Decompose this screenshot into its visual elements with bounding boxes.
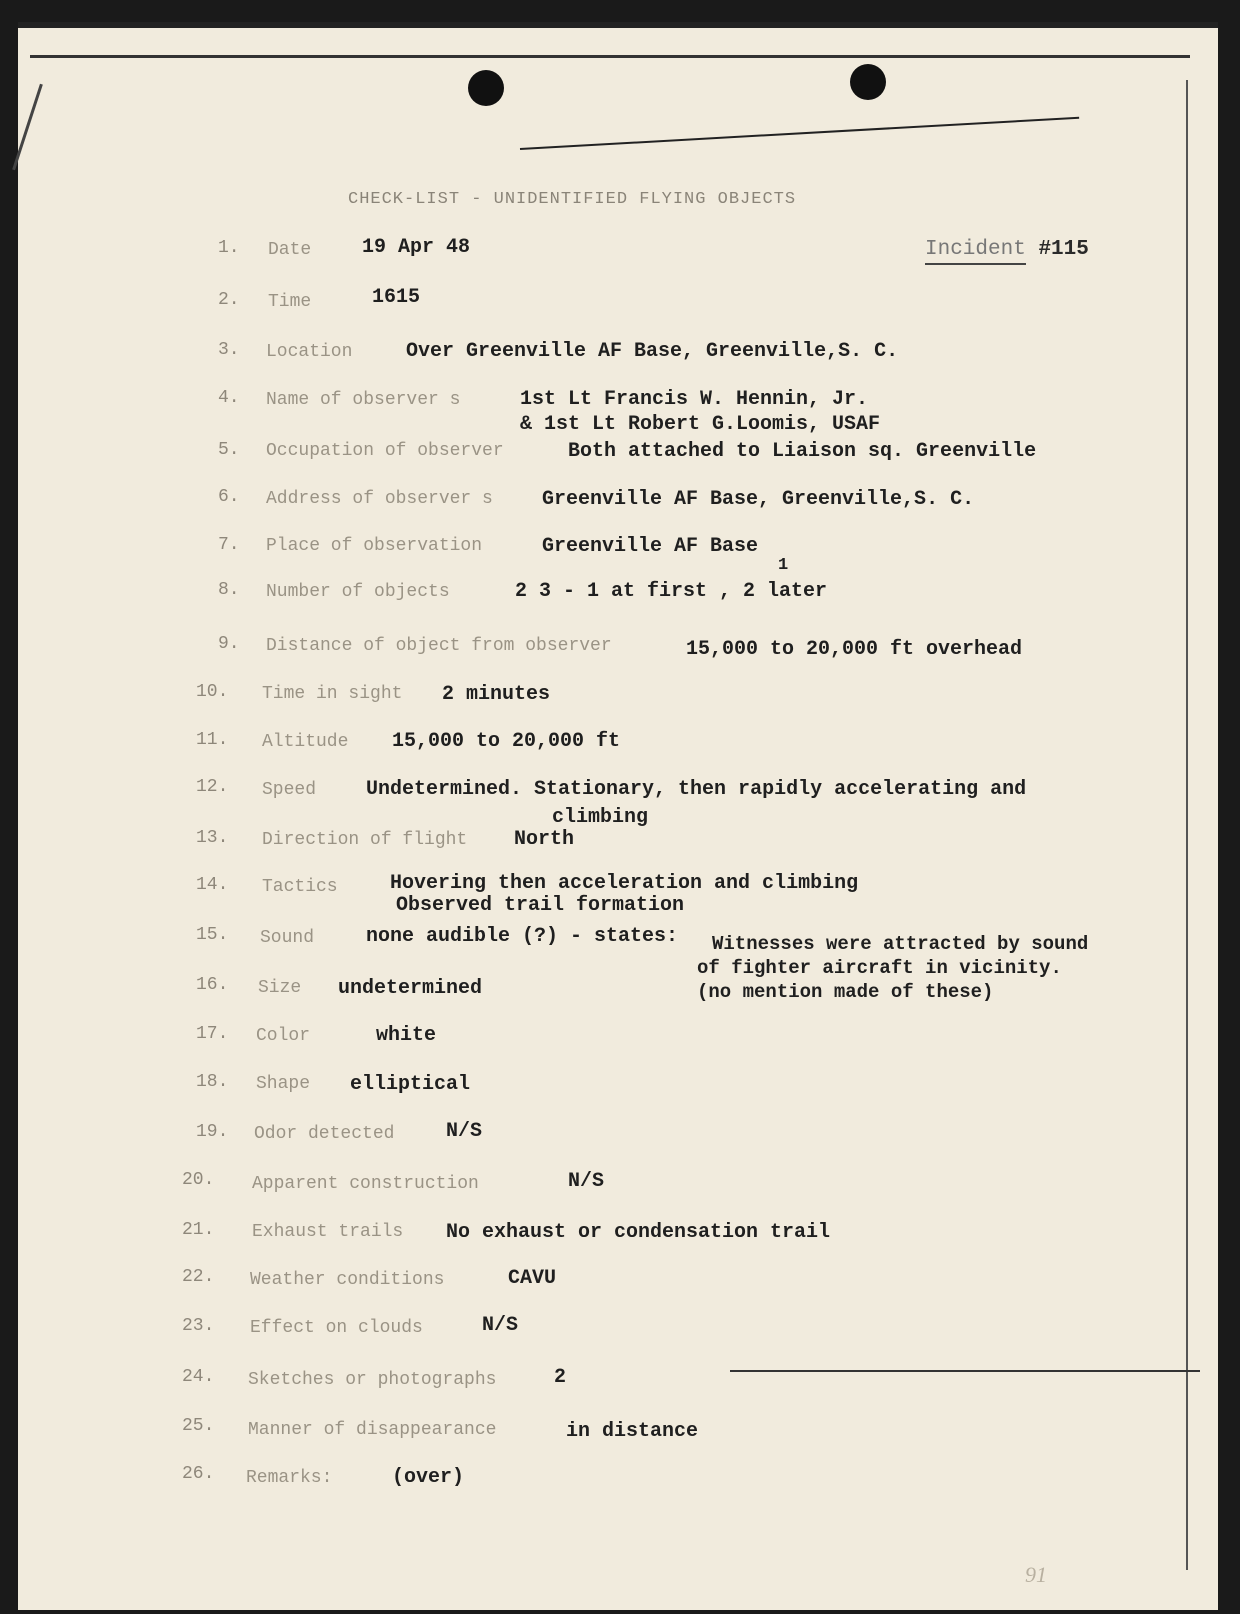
item-value: 2: [554, 1366, 567, 1389]
item-label: Speed: [262, 780, 317, 800]
top-rule: [30, 55, 1190, 58]
item-number: 21.: [182, 1220, 215, 1240]
item-number: 8.: [218, 580, 240, 600]
item-label: Sketches or photographs: [248, 1370, 497, 1390]
item-number: 22.: [182, 1267, 215, 1287]
item-number: 3.: [218, 340, 240, 360]
item-number: 20.: [182, 1170, 215, 1190]
item-label: Date: [268, 240, 312, 260]
item-value: Hovering then acceleration and climbing: [390, 872, 859, 895]
item-number: 16.: [196, 975, 229, 995]
item-number: 23.: [182, 1316, 215, 1336]
item-value: CAVU: [508, 1267, 557, 1290]
item-number: 7.: [218, 535, 240, 555]
item-number: 18.: [196, 1072, 229, 1092]
page-mark: 91: [1025, 1562, 1047, 1587]
item-number: 10.: [196, 682, 229, 702]
incident-number: [925, 238, 1089, 261]
item-label: Place of observation: [266, 536, 483, 556]
item-label: Size: [258, 978, 302, 998]
item-number: 1.: [218, 238, 240, 258]
item-label: Distance of object from observer: [266, 636, 612, 656]
item-label: Time in sight: [262, 684, 403, 704]
item-value: none audible (?) - states:: [366, 925, 679, 948]
item-label: Odor detected: [254, 1124, 395, 1144]
item-label: Tactics: [262, 877, 338, 897]
item-label: Shape: [256, 1074, 311, 1094]
item-value-continued: climbing: [552, 806, 649, 829]
incident-label: Incident: [925, 238, 1026, 265]
item-label: Sound: [260, 928, 315, 948]
item-number: 13.: [196, 828, 229, 848]
item-number: 19.: [196, 1122, 229, 1142]
item-label: Apparent construction: [252, 1174, 479, 1194]
item-number: 25.: [182, 1416, 215, 1436]
item-value: undetermined: [338, 977, 483, 1000]
item-value: 1st Lt Francis W. Hennin, Jr.: [520, 388, 869, 411]
item-value: white: [376, 1024, 437, 1047]
item-label: Color: [256, 1026, 311, 1046]
item-label: Remarks:: [246, 1468, 333, 1488]
item-label: Weather conditions: [250, 1270, 445, 1290]
item-label: Occupation of observer: [266, 441, 504, 461]
item-label: Number of objects: [266, 582, 450, 602]
item-label: Effect on clouds: [250, 1318, 423, 1338]
item-value-note-2: of fighter aircraft in vicinity.: [697, 957, 1062, 979]
item-label: Direction of flight: [262, 830, 468, 850]
item-value: (over): [392, 1466, 465, 1489]
item-value: N/S: [568, 1170, 605, 1193]
item-value: elliptical: [350, 1073, 471, 1096]
item-number: 17.: [196, 1024, 229, 1044]
item-number: 2.: [218, 290, 240, 310]
page-title: CHECK-LIST - UNIDENTIFIED FLYING OBJECTS: [348, 190, 797, 209]
item-number: 5.: [218, 440, 240, 460]
item-value: Undetermined. Stationary, then rapidly accelerating and: [366, 778, 1027, 801]
item-value: 19 Apr 48: [362, 236, 471, 259]
item-value: Over Greenville AF Base, Greenville,S. C.: [406, 340, 899, 363]
item-value: N/S: [482, 1314, 519, 1337]
item-correction-note: 1: [778, 556, 789, 575]
item-value: Greenville AF Base, Greenville,S. C.: [542, 488, 975, 511]
item-label: Manner of disappearance: [248, 1420, 497, 1440]
item-value-note-3: (no mention made of these): [697, 981, 994, 1003]
item-number: 9.: [218, 634, 240, 654]
item-label: Location: [266, 342, 353, 362]
item-label: Exhaust trails: [252, 1222, 404, 1242]
incident-value: #115: [1038, 238, 1089, 261]
item-value: North: [514, 828, 575, 851]
punch-hole-right: [850, 64, 886, 100]
item-number: 15.: [196, 925, 229, 945]
item-number: 4.: [218, 388, 240, 408]
item-value: Both attached to Liaison sq. Greenville: [568, 440, 1037, 463]
punch-hole-left: [468, 70, 504, 106]
item-value: in distance: [566, 1420, 699, 1443]
item-value-continued: Observed trail formation: [396, 894, 685, 917]
item-label: Name of observer s: [266, 390, 461, 410]
item-number: 12.: [196, 777, 229, 797]
item-label: Time: [268, 292, 312, 312]
item-number: 14.: [196, 875, 229, 895]
item-value-note-1: Witnesses were attracted by sound: [712, 933, 1089, 955]
item-value: 2 3 - 1 at first , 2 later: [515, 580, 828, 603]
item-value-continued: & 1st Lt Robert G.Loomis, USAF: [520, 413, 881, 436]
item-value: 2 minutes: [442, 683, 551, 706]
item-value: 15,000 to 20,000 ft overhead: [686, 638, 1023, 661]
right-margin-rule: [1186, 80, 1188, 1570]
item-number: 6.: [218, 487, 240, 507]
item-value: Greenville AF Base: [542, 535, 759, 558]
item-label: Address of observer s: [266, 489, 493, 509]
signature-line: [730, 1370, 1200, 1372]
item-value: 1615: [372, 286, 421, 309]
item-value: No exhaust or condensation trail: [446, 1221, 831, 1244]
item-value: 15,000 to 20,000 ft: [392, 730, 621, 753]
item-number: 24.: [182, 1367, 215, 1387]
item-number: 11.: [196, 730, 229, 750]
item-label: Altitude: [262, 732, 349, 752]
item-value: N/S: [446, 1120, 483, 1143]
item-number: 26.: [182, 1464, 215, 1484]
